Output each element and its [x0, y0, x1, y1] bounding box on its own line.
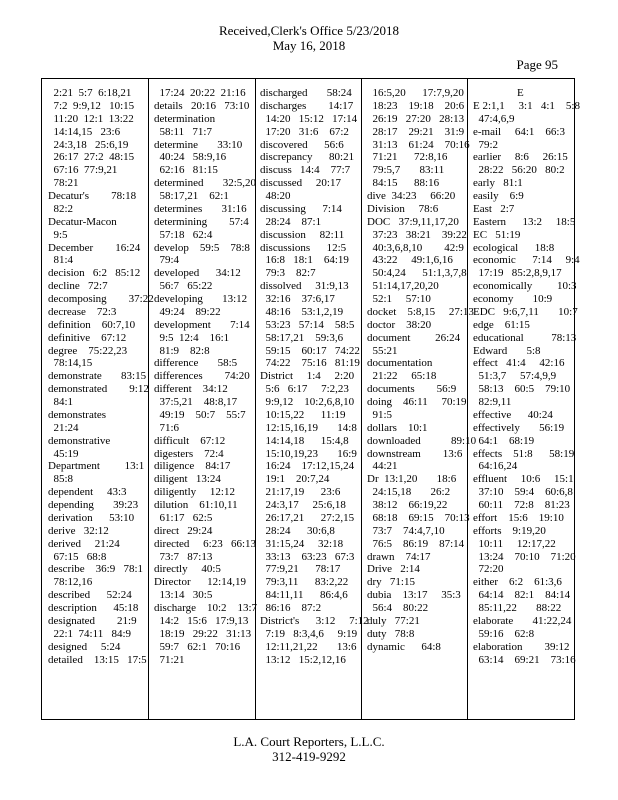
index-entry-line: 62:16 81:15 [154, 164, 218, 177]
index-entry-line: depending 39:23 [48, 499, 139, 511]
index-entry-line: 22:1 74:11 84:9 [48, 627, 132, 640]
index-entry-line: discussion 82:11 [260, 228, 345, 241]
index-entry-line: Department 13:1 [48, 460, 145, 473]
index-entry-line: Division 78:6 [367, 202, 439, 215]
index-entry-line: demonstrate 83:15 [48, 370, 147, 383]
index-entry-line: 82:9,11 [473, 396, 512, 408]
index-column-3 [260, 87, 369, 666]
index-entry-line: educational 78:13 [473, 331, 577, 344]
index-entry-line: 17:24 20:22 21:16 [154, 87, 246, 99]
index-entry-line: determination [154, 112, 216, 125]
index-entry-line: detailed 13:15 17:5 [48, 653, 147, 666]
index-entry-line: develop 59:5 78:8 [154, 241, 250, 254]
index-entry-line: 59:15 60:17 74:22 [260, 344, 360, 357]
index-entry-line: dependent 43:3 [48, 486, 127, 499]
index-entry-line: 49:24 89:22 [154, 305, 221, 318]
index-entry-line: effects 51:8 58:19 [473, 447, 575, 460]
index-entry-line: 24:15,18 26:2 [367, 486, 451, 499]
index-entry-line: 78:14,15 [48, 357, 93, 370]
index-entry-line: details 20:16 73:10 [154, 99, 250, 112]
index-entry-line: 74:22 75:16 81:19 [260, 357, 360, 370]
index-entry-line: Drive 2:14 [367, 563, 420, 576]
index-entry-line: 58:11 71:7 [154, 125, 212, 138]
index-entry-line: dollars 10:1 [367, 421, 428, 434]
index-entry-line: 71:21 72:8,16 [367, 151, 448, 164]
index-entry-line: 12:15,16,19 14:8 [260, 421, 357, 434]
index-entry-line: discrepancy 80:21 [260, 151, 355, 164]
index-entry-line: 9:5 [48, 228, 68, 241]
index-entry-line: determine 33:10 [154, 138, 243, 151]
index-entry-line: discussions 12:5 [260, 241, 347, 254]
index-entry-line: diligent 13:24 [154, 473, 221, 486]
index-entry-line: economically 10:3 [473, 280, 577, 293]
index-entry-line: determining 57:4 [154, 215, 249, 228]
index-entry-line: 33:13 63:23 67:3 [260, 550, 355, 563]
index-entry-line: downloaded 89:10 [367, 434, 477, 447]
index-entry-line: 21:22 65:18 [367, 370, 437, 383]
index-entry-line: 2:21 5:7 6:18,21 [48, 87, 132, 99]
index-entry-line: discussed 20:17 [260, 177, 341, 190]
index-entry-line: 37:5,21 48:8,17 [154, 396, 238, 408]
index-entry-line: dive 34:23 66:20 [367, 190, 456, 202]
index-entry-line: 59:16 62:8 [473, 627, 535, 640]
index-entry-line: 51:3,7 57:4,9,9 [473, 370, 557, 383]
index-entry-line: directed 6:23 66:13 [154, 537, 257, 550]
index-entry-line: East 2:7 [473, 202, 515, 215]
index-entry-line: 73:7 87:13 [154, 550, 213, 563]
index-entry-line: 37:23 38:21 39:22 [367, 228, 467, 241]
index-entry-line: 17:20 31:6 67:2 [260, 125, 349, 138]
index-entry-line: derivation 53:10 [48, 511, 135, 524]
index-entry-line: definitive 67:12 [48, 331, 127, 344]
index-entry-line: 7:19 8:3,4,6 9:19 [260, 627, 358, 640]
index-entry-line: development 7:14 [154, 318, 250, 331]
index-entry-line: 10:11 12:17,22 [473, 537, 556, 550]
index-entry-line: 14:14,15 23:6 [48, 125, 121, 138]
index-entry-line: 18:23 19:18 20:6 [367, 99, 465, 112]
index-entry-line: 16:5,20 17:7,9,20 [367, 87, 464, 99]
index-entry-line: designated 21:9 [48, 614, 137, 627]
index-entry-line: 59:7 62:1 70:16 [154, 640, 241, 653]
index-entry-line: 79:3 82:7 [260, 267, 316, 280]
index-entry-line: E [473, 87, 524, 99]
index-entry-line: 79:4 [154, 254, 180, 267]
index-entry-line: determines 31:16 [154, 202, 247, 215]
index-entry-line: 24:3,17 25:6,18 [260, 499, 346, 511]
index-entry-line: effect 41:4 42:16 [473, 357, 565, 370]
index-entry-line: 55:21 [367, 344, 398, 357]
index-entry-line: determined 32:5,20 [154, 177, 257, 190]
index-entry-line: describe 36:9 78:1 [48, 563, 144, 576]
index-entry-line: 79:2 [473, 138, 499, 151]
index-entry-line: downstream 13:6 [367, 447, 463, 460]
index-entry-line: 64:16,24 [473, 460, 518, 473]
index-entry-line: 60:11 72:8 81:23 [473, 499, 570, 511]
index-entry-line: 86:16 87:2 [260, 602, 322, 614]
index-column-4 [367, 87, 477, 654]
index-entry-line: 43:22 49:1,6,16 [367, 254, 453, 267]
index-entry-line: 14:20 15:12 17:14 [260, 112, 358, 125]
index-entry-line: economy 10:9 [473, 293, 553, 305]
index-entry-line: documentation [367, 357, 433, 370]
index-entry-line: differences 74:20 [154, 370, 250, 383]
index-entry-line: 31:13 61:24 70:16 [367, 138, 470, 151]
index-entry-line: discovered 56:6 [260, 138, 344, 151]
index-entry-line: 14:2 15:6 17:9,13 [154, 614, 249, 627]
index-entry-line: 13:14 30:5 [154, 589, 213, 602]
index-entry-line: 10:15,22 11:19 [260, 408, 346, 421]
reporter-phone: 312-419-9292 [272, 749, 346, 764]
index-entry-line: 58:13 60:5 79:10 [473, 383, 571, 396]
index-entry-line: decrease 72:3 [48, 305, 117, 318]
index-entry-line: document 26:24 [367, 331, 461, 344]
index-entry-line: developing 13:12 [154, 293, 248, 305]
index-entry-line: dilution 61:10,11 [154, 499, 238, 511]
index-entry-line: Eastern 13:2 18:5 [473, 215, 576, 228]
index-entry-line: developed 34:12 [154, 267, 241, 280]
index-entry-line: 17:19 85:2,8,9,17 [473, 267, 562, 280]
index-entry-line: decomposing 37:22 [48, 293, 154, 305]
index-entry-line: 52:1 57:10 [367, 293, 431, 305]
index-entry-line: 7:2 9:9,12 10:15 [48, 99, 135, 112]
index-entry-line: efforts 9:19,20 [473, 524, 546, 537]
index-entry-line: 28:17 29:21 31:9 [367, 125, 465, 138]
index-entry-line: docket 5:8,15 27:13 [367, 305, 474, 318]
index-entry-line: ecological 18:8 [473, 241, 555, 254]
index-entry-line: EDC 9:6,7,11 10:7 [473, 305, 578, 318]
index-entry-line: effective 40:24 [473, 408, 553, 421]
index-entry-line: 44:21 [367, 460, 398, 473]
index-entry-line: duty 78:8 [367, 627, 415, 640]
index-entry-line: 58:17,21 62:1 [154, 190, 229, 202]
index-entry-line: 63:14 69:21 73:16 [473, 653, 576, 666]
index-entry-line: either 6:2 61:3,6 [473, 576, 562, 589]
index-entry-line: 57:18 62:4 [154, 228, 213, 241]
index-entry-line: elaborate 41:22,24 [473, 614, 572, 627]
index-entry-line: 78:12,16 [48, 576, 93, 589]
index-entry-line: 85:11,22 88:22 [473, 602, 562, 614]
index-entry-line: difference 58:5 [154, 357, 238, 370]
index-entry-line: 28:22 56:20 80:2 [473, 164, 565, 177]
index-entry-line: discharged 58:24 [260, 87, 352, 99]
index-entry-line: diligence 84:17 [154, 460, 231, 473]
index-entry-line: 73:7 74:4,7,10 [367, 524, 445, 537]
index-entry-line: degree 75:22,23 [48, 344, 128, 357]
index-entry-line: 28:24 87:1 [260, 215, 322, 228]
index-entry-line: duly 77:21 [367, 614, 420, 627]
index-entry-line: described 52:24 [48, 589, 132, 602]
index-entry-line: dynamic 64:8 [367, 640, 441, 653]
index-entry-line: discussing 7:14 [260, 202, 342, 215]
index-entry-line: elaboration 39:12 [473, 640, 570, 653]
index-entry-line: doctor 38:20 [367, 318, 432, 331]
index-entry-line: directly 40:5 [154, 563, 221, 576]
index-entry-line: Dr 13:1,20 18:6 [367, 473, 457, 486]
index-entry-line: 56:7 65:22 [154, 280, 213, 293]
index-entry-line: 81:4 [48, 254, 74, 267]
index-entry-line: 45:19 [48, 447, 79, 460]
index-entry-line: 13:12 15:2,12,16 [260, 653, 346, 666]
index-entry-line: 71:21 [154, 653, 185, 666]
column-divider [148, 79, 149, 719]
index-entry-line: 61:17 62:5 [154, 511, 213, 524]
page-number: Page 95 [516, 57, 558, 72]
index-entry-line: 12:11,21,22 13:6 [260, 640, 357, 653]
index-entry-line: 9:5 12:4 16:1 [154, 331, 230, 344]
index-entry-line: 51:14,17,20,20 [367, 280, 439, 293]
index-entry-line: 21:17,19 23:6 [260, 486, 341, 499]
index-entry-line: 77:9,21 78:17 [260, 563, 341, 576]
index-entry-line: 40:24 58:9,16 [154, 151, 227, 164]
column-divider [467, 79, 468, 719]
index-entry-line: District's 3:12 7:12 [260, 614, 369, 627]
index-entry-line: 84:15 88:16 [367, 177, 440, 190]
index-entry-line: effluent 10:6 15:1 [473, 473, 574, 486]
index-entry-line: 85:8 [48, 473, 74, 486]
index-entry-line: designed 5:24 [48, 640, 121, 653]
index-entry-line: E 2:1,1 3:1 4:1 5:8 [473, 99, 580, 112]
index-entry-line: drawn 74:17 [367, 550, 431, 563]
index-entry-line: 49:19 50:7 55:7 [154, 408, 246, 421]
index-entry-line: Decatur's 78:18 [48, 190, 137, 202]
index-entry-line: 58:17,21 59:3,6 [260, 331, 344, 344]
index-entry-line: 84:1 [48, 396, 74, 408]
index-entry-line: dubia 13:17 35:3 [367, 589, 461, 602]
index-entry-line: 48:20 [260, 190, 291, 202]
index-entry-line: DOC 37:9,11,17,20 [367, 215, 459, 228]
index-entry-line: 26:17,21 27:2,15 [260, 511, 355, 524]
index-entry-line: 24:3,18 25:6,19 [48, 138, 129, 151]
index-entry-line: effectively 56:19 [473, 421, 565, 434]
index-entry-line: December 16:24 [48, 241, 141, 254]
index-entry-line: 21:24 [48, 421, 79, 434]
index-entry-line: discharge 10:2 13:7 [154, 602, 258, 614]
index-entry-line: 9:9,12 10:2,6,8,10 [260, 396, 355, 408]
index-entry-line: 91:5 [367, 408, 393, 421]
index-entry-line: 56:4 80:22 [367, 602, 429, 614]
index-entry-line: early 81:1 [473, 177, 523, 190]
index-entry-line: derive 32:12 [48, 524, 109, 537]
index-entry-line: earlier 8:6 26:15 [473, 151, 568, 164]
column-divider [255, 79, 256, 719]
index-entry-line: digesters 72:4 [154, 447, 224, 460]
index-entry-line: economic 7:14 9:4 [473, 254, 580, 267]
index-entry-line: 53:23 57:14 58:5 [260, 318, 355, 331]
index-entry-line: 50:4,24 51:1,3,7,8 [367, 267, 467, 280]
index-entry-line: 11:20 12:1 13:22 [48, 112, 134, 125]
index-entry-line: 81:9 82:8 [154, 344, 210, 357]
index-entry-line: Decatur-Macon [48, 215, 117, 228]
index-entry-line: District 1:4 2:20 [260, 370, 355, 383]
index-entry-line: 40:3,6,8,10 42:9 [367, 241, 464, 254]
index-column-5 [473, 87, 580, 666]
index-entry-line: demonstrates [48, 408, 107, 421]
index-entry-line: 19:1 20:7,24 [260, 473, 330, 486]
index-entry-line: Director 12:14,19 [154, 576, 246, 589]
index-entry-line: 72:20 [473, 563, 504, 576]
index-entry-line: e-mail 64:1 66:3 [473, 125, 565, 138]
index-entry-line: demonstrative [48, 434, 111, 447]
index-entry-line: EC 51:19 [473, 228, 521, 241]
index-entry-line: derived 21:24 [48, 537, 120, 550]
index-entry-line: dry 71:15 [367, 576, 415, 589]
index-entry-line: 31:15,24 32:18 [260, 537, 344, 550]
index-entry-line: 64:1 68:19 [473, 434, 535, 447]
index-entry-line: 71:6 [154, 421, 180, 434]
index-entry-line: 82:2 [48, 202, 74, 215]
index-entry-line: easily 6:9 [473, 190, 524, 202]
index-entry-line: 18:19 29:22 31:13 [154, 627, 252, 640]
index-entry-line: 84:11,11 86:4,6 [260, 589, 348, 602]
index-entry-line: discuss 14:4 77:7 [260, 164, 351, 177]
index-entry-line: 78:21 [48, 177, 79, 190]
index-entry-line: discharges 14:17 [260, 99, 354, 112]
index-entry-line: 38:12 66:19,22 [367, 499, 448, 511]
index-table [41, 78, 580, 720]
index-entry-line: difficult 67:12 [154, 434, 226, 447]
index-entry-line: direct 29:24 [154, 524, 213, 537]
index-entry-line: 68:18 69:15 70:13 [367, 511, 470, 524]
index-entry-line: 79:3,11 83:2,22 [260, 576, 349, 589]
index-entry-line: different 34:12 [154, 383, 228, 396]
index-entry-line: 76:5 86:19 87:14 [367, 537, 465, 550]
index-entry-line: description 45:18 [48, 602, 139, 614]
index-entry-line: 79:5,7 83:11 [367, 164, 445, 177]
index-entry-line: 5:6 6:17 7:2,23 [260, 383, 349, 396]
index-entry-line: 15:10,19,23 16:9 [260, 447, 357, 460]
reporter-company: L.A. Court Reporters, L.L.C. [233, 734, 385, 749]
index-entry-line: edge 61:15 [473, 318, 530, 331]
index-entry-line: 16:24 17:12,15,24 [260, 460, 355, 473]
index-entry-line: 67:15 68:8 [48, 550, 107, 563]
index-entry-line: doing 46:11 70:19 [367, 396, 467, 408]
index-entry-line: 26:17 27:2 48:15 [48, 151, 135, 164]
index-entry-line: documents 56:9 [367, 383, 457, 396]
index-entry-line: Edward 5:8 [473, 344, 541, 357]
index-entry-line: 32:16 37:6,17 [260, 293, 335, 305]
index-entry-line: dissolved 31:9,13 [260, 280, 349, 293]
index-entry-line: definition 60:7,10 [48, 318, 136, 331]
index-entry-line: 14:14,18 15:4,8 [260, 434, 349, 447]
index-entry-line: 26:19 27:20 28:13 [367, 112, 465, 125]
index-entry-line: 37:10 59:4 60:6,8 [473, 486, 573, 499]
index-entry-line: decision 6:2 85:12 [48, 267, 141, 280]
document-date: May 16, 2018 [272, 38, 346, 53]
index-entry-line: diligently 12:12 [154, 486, 235, 499]
index-entry-line: decline 72:7 [48, 280, 108, 293]
index-column-1 [48, 87, 154, 666]
index-entry-line: 48:16 53:1,2,19 [260, 305, 344, 318]
index-entry-line: 28:24 30:6,8 [260, 524, 335, 537]
received-stamp: Received,Clerk's Office 5/23/2018 [218, 23, 400, 38]
index-entry-line: 64:14 82:1 84:14 [473, 589, 571, 602]
index-entry-line: 13:24 70:10 71:20 [473, 550, 576, 563]
index-entry-line: 67:16 77:9,21 [48, 164, 118, 177]
index-entry-line: 16:8 18:1 64:19 [260, 254, 349, 267]
index-entry-line: demonstrated 9:12 [48, 383, 149, 396]
index-entry-line: 47:4,6,9 [473, 112, 515, 125]
index-column-2 [154, 87, 258, 666]
index-entry-line: effort 15:6 19:10 [473, 511, 564, 524]
